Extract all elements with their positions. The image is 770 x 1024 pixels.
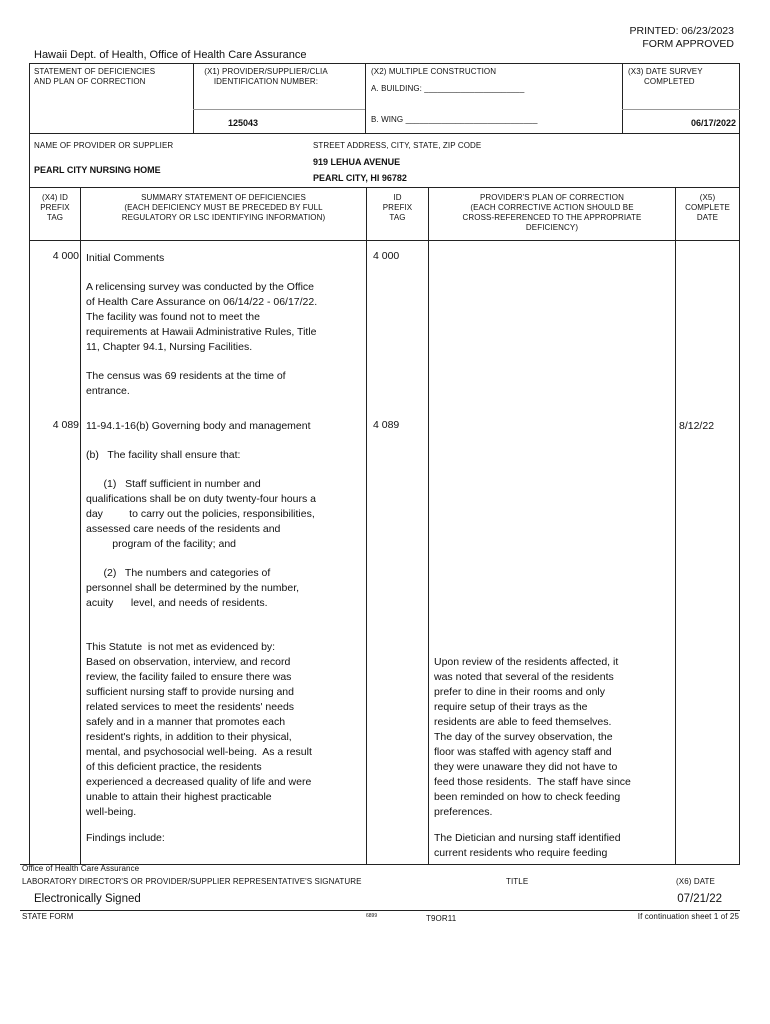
findings-label: Findings include: (86, 832, 165, 844)
x4-header: (X4) ID PREFIX TAG (40, 193, 70, 222)
city-state-zip: PEARL CITY, HI 96782 (313, 173, 407, 183)
signature-date: 07/21/22 (677, 893, 722, 905)
summary-header: SUMMARY STATEMENT OF DEFICIENCIES (EACH DEFICIENCY MUST BE PRECEDED BY FULL REGULATORY OR LSC IDENTIFYING INFORMATION) (121, 193, 326, 222)
rule-2-paragraph: (2) The numbers and categories of personnel shall be determined by the number, acuity level, and needs of residents. (86, 567, 300, 609)
tag-4000: 4 000 (52, 250, 79, 262)
printed-date: PRINTED: 06/23/2023 (629, 25, 734, 37)
agency-name: Hawaii Dept. of Health, Office of Health Care Assurance (34, 49, 307, 61)
survey-paragraph: A relicensing survey was conducted by the Office of Health Care Assurance on 06/14/22 - 06/17/22. The facility was found not to meet the requirements at Hawaii Administrative Rules, Title 11, Chapter 94.1, Nursing Facilities. (86, 281, 318, 353)
x2-label: (X2) MULTIPLE CONSTRUCTION (371, 67, 497, 76)
signature-label: LABORATORY DIRECTOR'S OR PROVIDER/SUPPLIER REPRESENTATIVE'S SIGNATURE (22, 877, 362, 886)
form-code: 6899 (366, 913, 378, 919)
form-approved: FORM APPROVED (642, 38, 734, 50)
census-paragraph: The census was 69 residents at the time of entrance. (86, 370, 286, 397)
plan-header: PROVIDER'S PLAN OF CORRECTION (EACH CORRECTIVE ACTION SHOULD BE CROSS-REFERENCED TO THE APPROPRIATE DEFICIENCY) (462, 193, 642, 232)
completion-date: 8/12/22 (679, 420, 715, 432)
provider-name: PEARL CITY NURSING HOME (34, 165, 161, 175)
address-label: STREET ADDRESS, CITY, STATE, ZIP CODE (313, 141, 482, 150)
plan-paragraph-2: The Dietician and nursing staff identified current residents who require feeding (434, 832, 621, 859)
provider-id: 125043 (228, 118, 259, 128)
x6-date-label: (X6) DATE (676, 877, 715, 886)
wing-field: B. WING _____________________________ (371, 115, 538, 124)
id-header: ID PREFIX TAG (382, 193, 413, 222)
title-label: TITLE (506, 877, 529, 886)
plan-paragraph-1: Upon review of the residents affected, it was noted that several of the residents prefer to dine in their rooms and only require setup of their trays as the residents are able to feed themselves. The day of the survey observation, the floor was staffed with agency staff and they were unaware they did not have to feed those residents. The staff have since been reminded on how to check feeding preferences. (434, 656, 631, 818)
statement-label: STATEMENT OF DEFICIENCIES AND PLAN OF CORRECTION (34, 67, 156, 86)
statute-paragraph: This Statute is not met as evidenced by: Based on observation, interview, and record review, the facility failed to ensure there was sufficient nursing staff to provide nursing and related services to meet the residents' needs safely and in a manner that promotes each resident's rights, in addition to their physical, mental, and psychosocial well-being. As a result of this deficient practice, the residents experienced a decreased quality of life and were unable to attain their highest practicable well-being. (86, 641, 312, 818)
tag-4089: 4 089 (52, 419, 79, 431)
office-name: Office of Health Care Assurance (22, 864, 140, 873)
state-form-label: STATE FORM (22, 912, 74, 921)
x3-label: (X3) DATE SURVEY COMPLETED (628, 67, 703, 86)
street-address: 919 LEHUA AVENUE (313, 157, 401, 167)
rule-1-paragraph: (1) Staff sufficient in number and qualifications shall be on duty twenty-four hours a day to carry out the policies, responsibilities, assessed care needs of the residents and program of the facility; and (86, 478, 316, 550)
x1-label: (X1) PROVIDER/SUPPLIER/CLIA IDENTIFICATION NUMBER: (204, 67, 328, 86)
id-tag-4000: 4 000 (373, 250, 400, 262)
event-id: T9OR11 (426, 914, 457, 923)
continuation-sheet: If continuation sheet 1 of 25 (637, 912, 739, 921)
rule-b-paragraph: (b) The facility shall ensure that: (86, 449, 241, 461)
building-field: A. BUILDING: ______________________ (371, 84, 525, 93)
provider-name-label: NAME OF PROVIDER OR SUPPLIER (34, 141, 174, 150)
survey-date: 06/17/2022 (690, 118, 736, 128)
initial-comments-title: Initial Comments (86, 252, 165, 264)
id-tag-4089: 4 089 (373, 419, 400, 431)
x5-header: (X5) COMPLETE DATE (685, 193, 730, 222)
tag-4089-title: 11-94.1-16(b) Governing body and management (86, 420, 311, 432)
electronic-signature: Electronically Signed (34, 893, 141, 905)
